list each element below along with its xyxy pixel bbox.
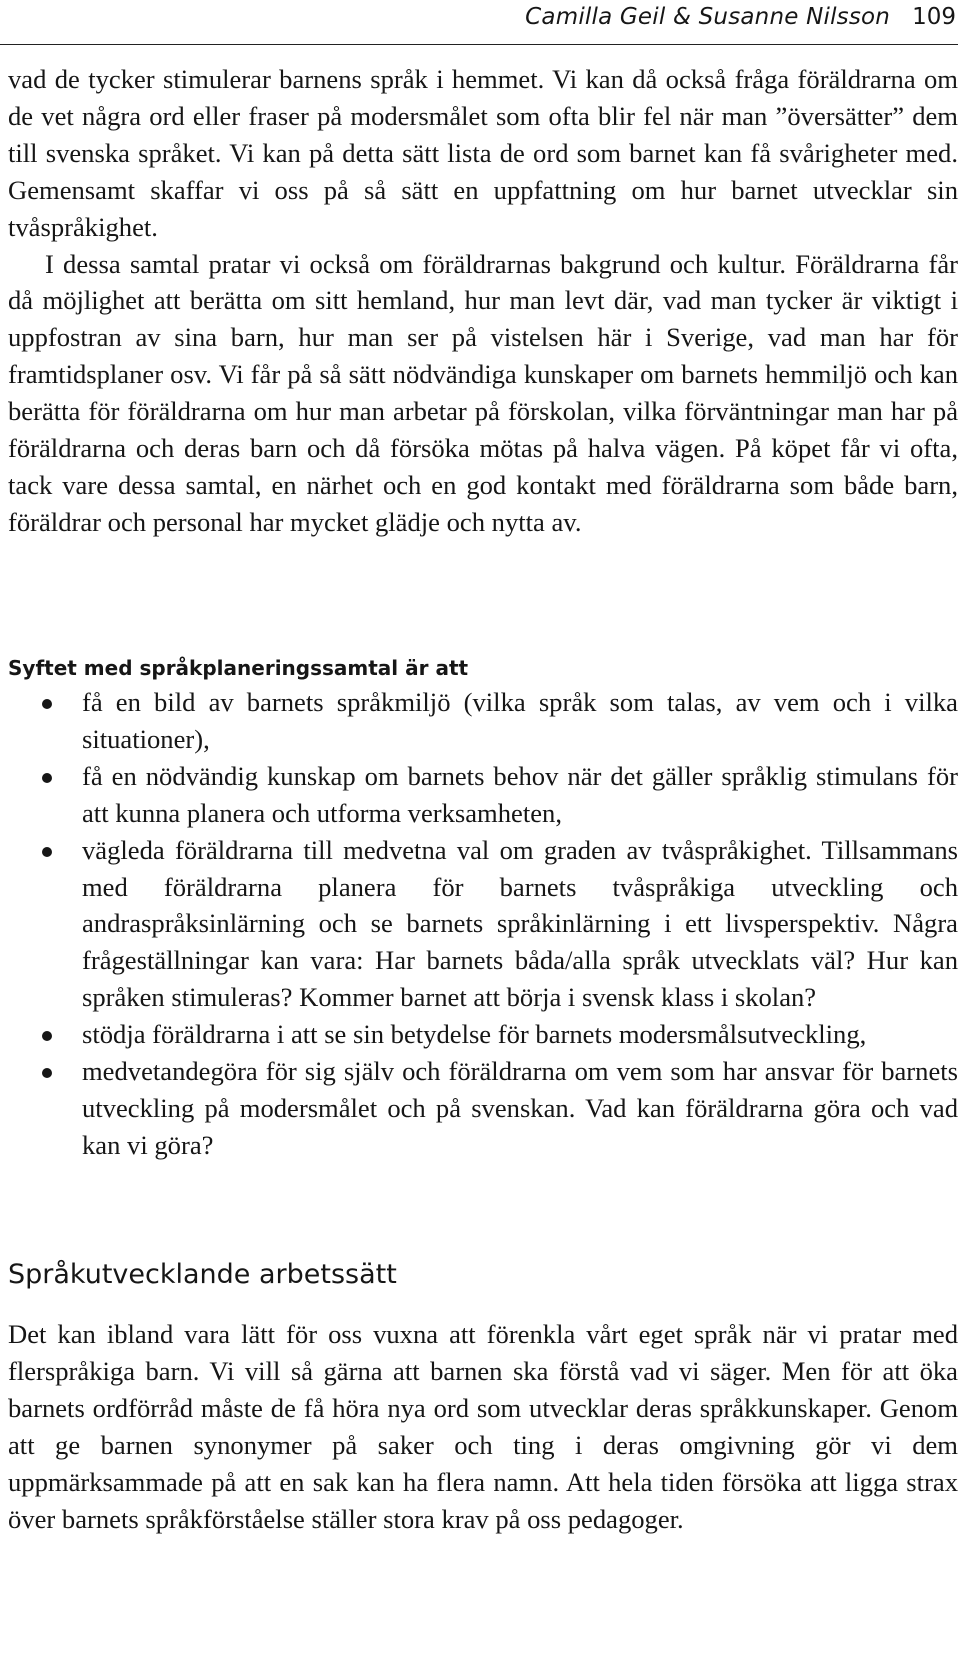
purpose-list-item	[8, 1016, 958, 1053]
bullet-icon	[42, 1068, 52, 1078]
page-number: 109	[912, 4, 956, 30]
section-text	[8, 1316, 958, 1537]
intro-paragraph-1: vad de tycker stimulerar barnens språk i hemmet. Vi kan då också fråga föräldrarna om de vet några ord eller fraser på modersmålet som ofta blir fel när man ”översätter” dem till svenska språket. Vi kan på detta sätt lista de ord som barnet kan få svårigheter med. Gemensamt skaffar vi oss på så sätt en uppfattning om hur barnet utvecklar sin tvåspråkighet.	[8, 64, 958, 242]
purpose-item-text: medvetandegöra för sig själv och föräldrarna om vem som har ansvar för barnets utveckling på modersmålet och på svenskan. Vad kan föräldrarna göra och vad kan vi göra?	[82, 1056, 958, 1160]
intro-paragraph-2: I dessa samtal pratar vi också om föräldrarnas bakgrund och kultur. Föräldrarna får då möjlighet att berätta om sitt hemland, hur man levt där, vad man tycker är viktigt i uppfostran av sina barn, hur man ser på vistelsen här i Sverige, vad man har för framtidsplaner osv. Vi får på så sätt nödvändiga kunskaper om barnets hemmiljö och kan berätta för föräldrarna om hur man arbetar på förskolan, vilka förväntningar man har på föräldrarna och deras barn och då försöka mötas på halva vägen. På köpet får vi ofta, tack vare dessa samtal, en närhet och en god kontakt med föräldrarna som både barn, föräldrar och personal har mycket glädje och nytta av.	[8, 248, 958, 537]
running-head-authors: Camilla Geil & Susanne Nilsson	[525, 4, 891, 30]
bullet-icon	[42, 699, 52, 709]
purpose-item-text: vägleda föräldrarna till medvetna val om graden av tvåspråkighet. Tillsammans med föräldrarna planera för barnets tvåspråkiga utveckling och andraspråksinlärning och se barnets språkinlärning i ett livsperspektiv. Några frågeställningar kan vara: Har barnets båda/alla språk utvecklats väl? Hur kan språken stimuleras? Kommer barnet att börja i svensk klass i skolan?	[82, 834, 958, 1013]
section-heading: Språkutvecklande arbetssätt	[8, 1259, 397, 1290]
purpose-item-text: få en bild av barnets språkmiljö (vilka språk som talas, av vem och i vilka situationer),	[82, 687, 958, 754]
bullet-icon	[42, 773, 52, 783]
purpose-list	[8, 684, 958, 1164]
purpose-list-item	[8, 684, 958, 758]
section-paragraph: Det kan ibland vara lätt för oss vuxna att förenkla vårt eget språk när vi pratar med flerspråkiga barn. Vi vill så gärna att barnen ska förstå vad vi säger. Men för att öka barnets ordförråd måste de få höra nya ord som utvecklar deras språkkunskaper. Genom att ge barnen synonymer på saker och ting i deras omgivning gör vi dem uppmärksammade på att en sak kan ha flera namn. Att hela tiden försöka att ligga strax över barnets språkförståelse ställer stora krav på oss pedagoger.	[8, 1319, 958, 1534]
purpose-list-heading: Syftet med språkplaneringssamtal är att	[8, 656, 469, 680]
running-head-text	[525, 0, 956, 34]
purpose-list-item	[8, 1053, 958, 1164]
intro-text	[8, 61, 958, 541]
purpose-item-text: stödja föräldrarna i att se sin betydelse för barnets modersmålsutveckling,	[82, 1019, 867, 1050]
purpose-list-item	[8, 832, 958, 1017]
purpose-item-text: få en nödvändig kunskap om barnets behov när det gäller språklig stimulans för att kunna planera och utforma verksamheten,	[82, 760, 958, 828]
purpose-list-item	[8, 758, 958, 832]
running-head	[0, 0, 958, 45]
bullet-icon	[42, 847, 52, 857]
bullet-icon	[42, 1031, 52, 1041]
